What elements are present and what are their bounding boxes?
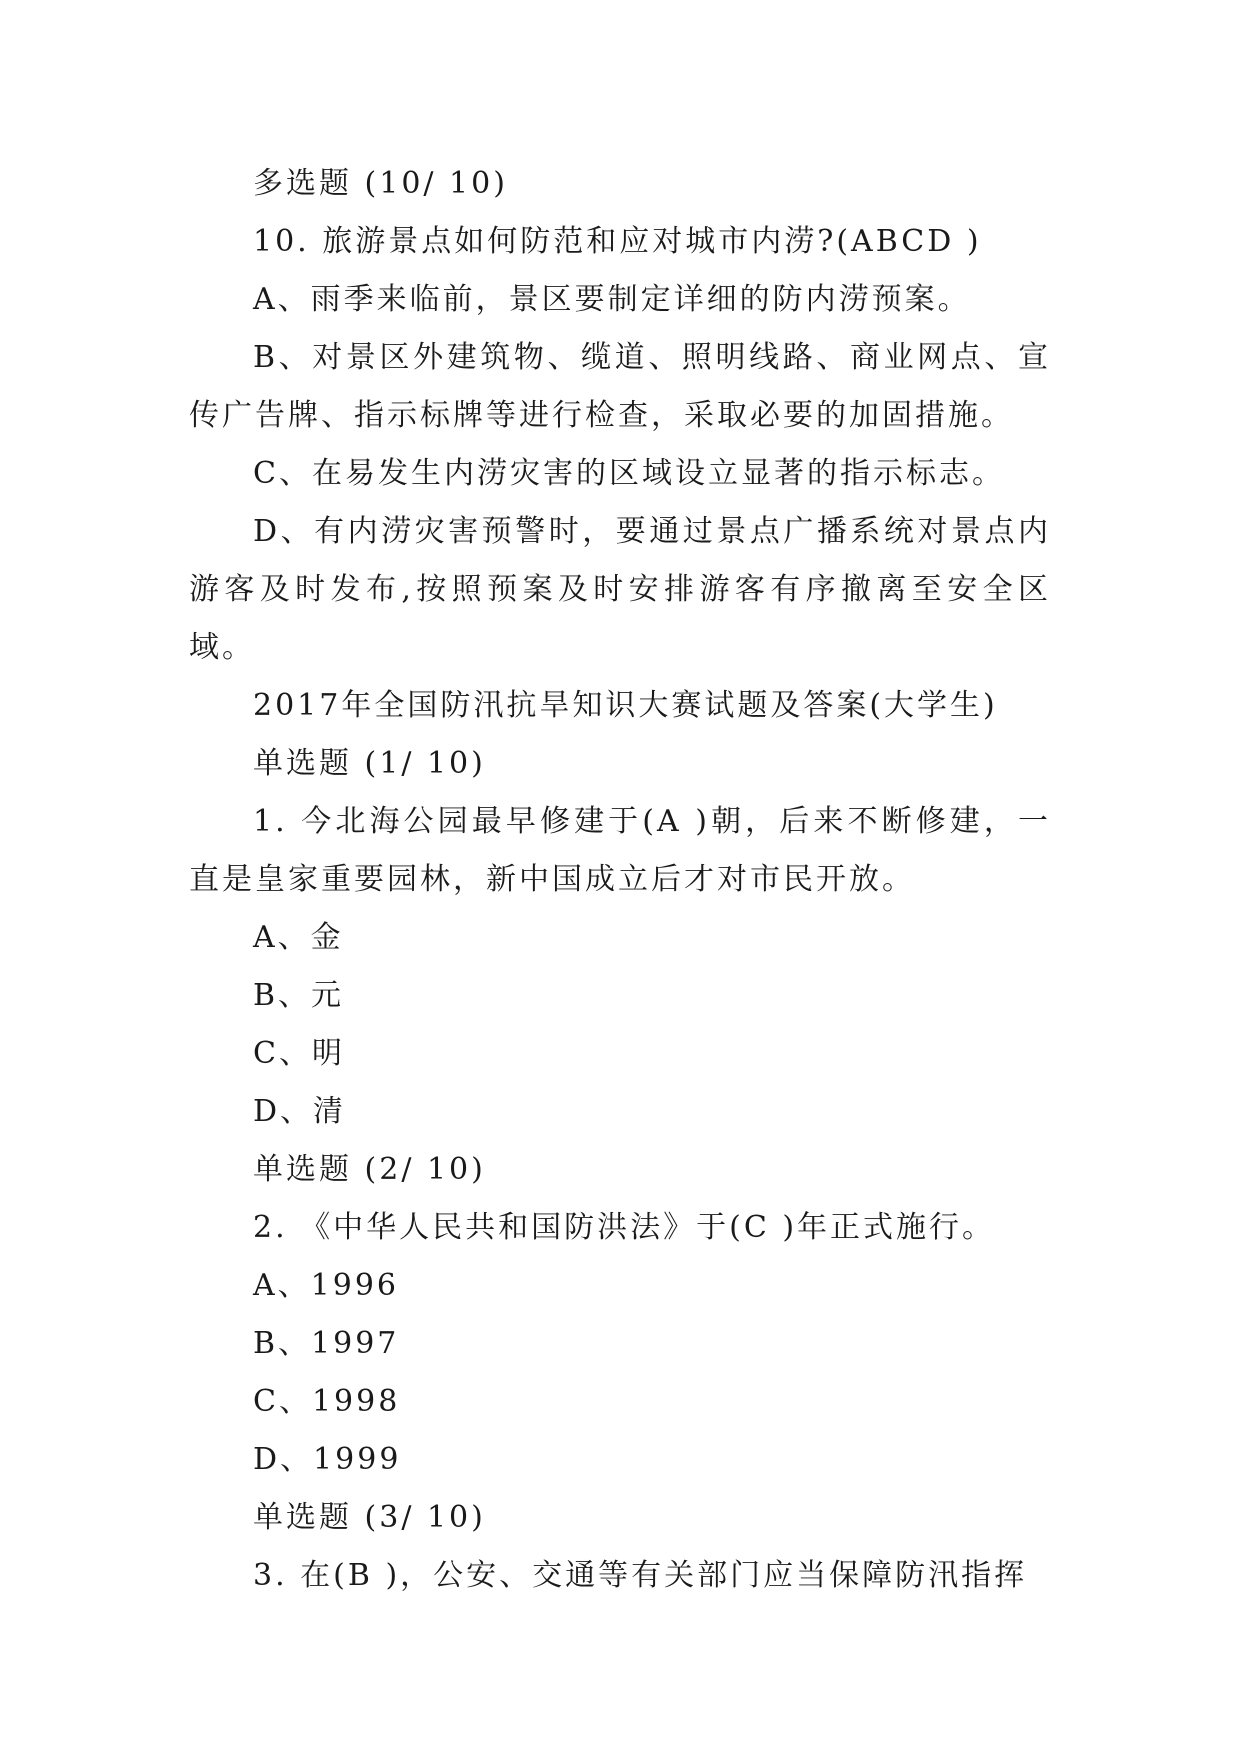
option-d: D、清 — [253, 1094, 347, 1129]
section-heading-single-choice-1: 单选题 (1/ 10) — [253, 746, 486, 781]
section-heading-single-choice-2: 单选题 (2/ 10) — [253, 1152, 486, 1187]
question-10: 10. 旅游景点如何防范和应对城市内涝?(ABCD ) — [253, 224, 982, 259]
option-d: D、1999 — [253, 1442, 402, 1477]
question-2: 2. 《中华人民共和国防洪法》于(C )年正式施行。 — [253, 1210, 996, 1245]
question-1: 1. 今北海公园最早修建于(A )朝，后来不断修建，一直是皇家重要园林，新中国成立后才对市民开放。 — [189, 804, 1051, 897]
document-body — [189, 155, 1051, 1605]
option-b: B、对景区外建筑物、缆道、照明线路、商业网点、宣传广告牌、指示标牌等进行检查，采取必要的加固措施。 — [189, 340, 1051, 433]
option-a: A、金 — [253, 920, 344, 955]
option-a: A、1996 — [253, 1268, 400, 1303]
question-3: 3. 在(B )，公安、交通等有关部门应当保障防汛指挥 — [253, 1558, 1028, 1593]
option-b: B、1997 — [253, 1326, 400, 1361]
section-heading-multi-choice: 多选题 (10/ 10) — [253, 166, 508, 201]
option-c: C、明 — [253, 1036, 345, 1071]
option-c: C、1998 — [253, 1384, 401, 1419]
option-c: C、在易发生内涝灾害的区域设立显著的指示标志。 — [253, 456, 1005, 491]
option-a: A、雨季来临前，景区要制定详细的防内涝预案。 — [253, 282, 971, 317]
section-heading-single-choice-3: 单选题 (3/ 10) — [253, 1500, 486, 1535]
option-d: D、有内涝灾害预警时，要通过景点广播系统对景点内游客及时发布,按照预案及时安排游客有序撤离至安全区域。 — [189, 514, 1051, 665]
option-b: B、元 — [253, 978, 345, 1013]
quiz-title: 2017年全国防汛抗旱知识大赛试题及答案(大学生) — [253, 688, 998, 723]
